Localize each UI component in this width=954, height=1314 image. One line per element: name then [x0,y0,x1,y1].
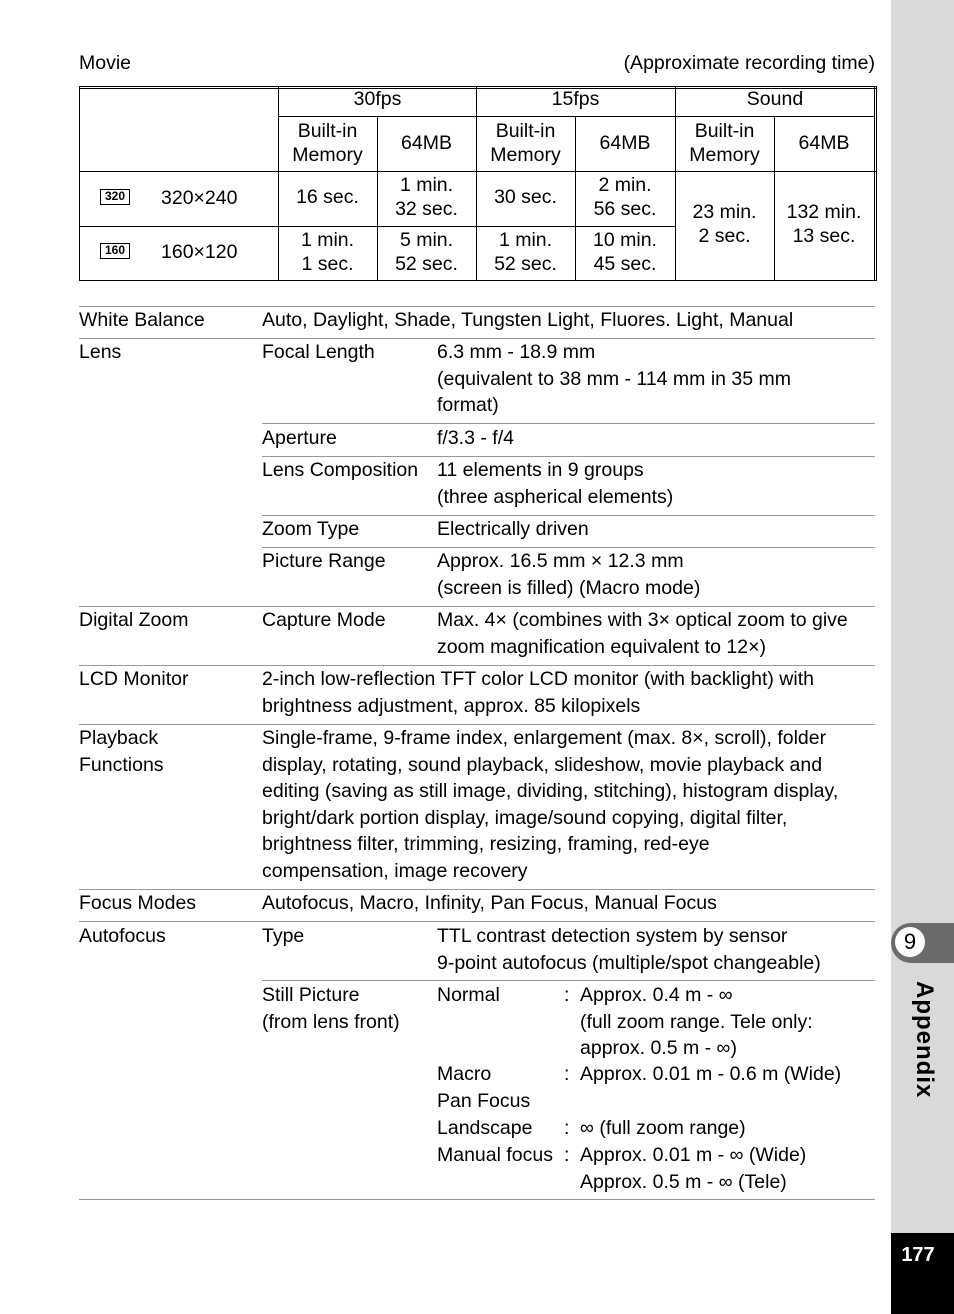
subheader-builtin: Built-in Memory [689,120,760,166]
header-30fps: 30fps [353,88,402,110]
chapter-side-tab [891,0,954,1314]
spec-label: LCD Monitor [79,668,189,690]
spec-sublabel: Type [262,925,305,947]
spec-value: Approx. 16.5 mm × 12.3 mm (screen is filled) (Macro mode) [437,550,701,599]
colon: : [564,984,570,1006]
table-cell: 10 min. 45 sec. [593,229,657,275]
header-sound: Sound [746,88,804,110]
spec-label: Playback Functions [79,727,164,776]
focus-mode-label: Macro [437,1063,492,1085]
table-cell: 2 min. 56 sec. [593,174,657,220]
focus-mode-value: Approx. 0.4 m - ∞ (full zoom range. Tele only: approx. 0.5 m - ∞) [580,984,813,1059]
header-15fps: 15fps [551,88,600,110]
subheader-64mb: 64MB [599,132,651,154]
spec-value: TTL contrast detection system by sensor 9-point autofocus (multiple/spot changeable) [437,925,821,974]
focus-mode-value: Approx. 0.01 m - 0.6 m (Wide) [580,1063,842,1085]
table-cell: 1 min. 52 sec. [494,229,557,275]
subheader-builtin: Built-in Memory [292,120,363,166]
subheader-64mb: 64MB [401,132,452,154]
focus-mode-label: Landscape [437,1117,533,1139]
spec-label: Focus Modes [79,892,197,914]
spec-label: Lens [79,341,122,363]
spec-value: 6.3 mm - 18.9 mm (equivalent to 38 mm - 114 mm in 35 mm format) [437,341,792,416]
spec-value: Single-frame, 9-frame index, enlargement (max. 8×, scroll), folder display, rotating, sound playback, slideshow, movie playback and editing (saving as still image, dividing, stitching), histogram display, bright/dark portion display, image/sound copying, digital filter, brightness filter, trimming, resizing, framing, red-eye compensation, image recovery [262,727,839,882]
spec-sublabel: Aperture [262,427,337,449]
resolution-160-icon: 160 [100,243,130,259]
spec-value: Max. 4× (combines with 3× optical zoom to give zoom magnification equivalent to 12×) [437,609,848,658]
colon: : [564,1117,570,1139]
spec-value: 11 elements in 9 groups (three aspherical elements) [437,459,674,508]
spec-label: White Balance [79,309,205,331]
focus-mode-label: Normal [437,984,500,1006]
spec-label: Digital Zoom [79,609,189,631]
spec-value: Auto, Daylight, Shade, Tungsten Light, Fluores. Light, Manual [262,309,794,331]
table-cell: 1 min. 1 sec. [300,229,355,275]
table-cell: 30 sec. [494,186,557,208]
focus-mode-label: Pan Focus [437,1090,531,1112]
table-cell: 1 min. 32 sec. [395,174,458,220]
spec-value: Electrically driven [437,518,589,540]
colon: : [564,1063,570,1085]
subheader-builtin: Built-in Memory [490,120,561,166]
spec-value: 2-inch low-reflection TFT color LCD monitor (with backlight) with brightness adjustment, approx. 85 kilopixels [262,668,814,717]
focus-mode-label: Manual focus [437,1144,553,1166]
spec-sublabel: Focal Length [262,341,375,363]
chapter-title: Appendix [911,981,938,1099]
table-cell: 5 min. 52 sec. [395,229,458,275]
table-cell: 132 min. 13 sec. [786,201,862,247]
table-cell: 16 sec. [296,186,359,208]
subheader-64mb: 64MB [798,132,850,154]
resolution-320-icon: 320 [100,189,130,205]
colon: : [564,1144,570,1166]
spec-sublabel: Still Picture (from lens front) [262,984,400,1033]
movie-note: (Approximate recording time) [623,52,875,74]
focus-mode-value: ∞ (full zoom range) [580,1117,746,1139]
resolution-label: 320×240 [161,187,238,209]
table-cell: 23 min. 2 sec. [692,201,757,247]
spec-sublabel: Zoom Type [262,518,360,540]
resolution-label: 160×120 [161,241,238,263]
page-number: 177 [901,1244,935,1266]
spec-sublabel: Lens Composition [262,459,419,481]
spec-sublabel: Picture Range [262,550,386,572]
spec-value: Autofocus, Macro, Infinity, Pan Focus, Manual Focus [262,892,717,914]
spec-sublabel: Capture Mode [262,609,386,631]
spec-value: f/3.3 - f/4 [437,427,514,449]
spec-label: Autofocus [79,925,166,947]
focus-mode-value: Approx. 0.01 m - ∞ (Wide) Approx. 0.5 m - ∞ (Tele) [580,1144,807,1193]
chapter-number: 9 [895,927,925,957]
movie-title: Movie [79,52,132,74]
